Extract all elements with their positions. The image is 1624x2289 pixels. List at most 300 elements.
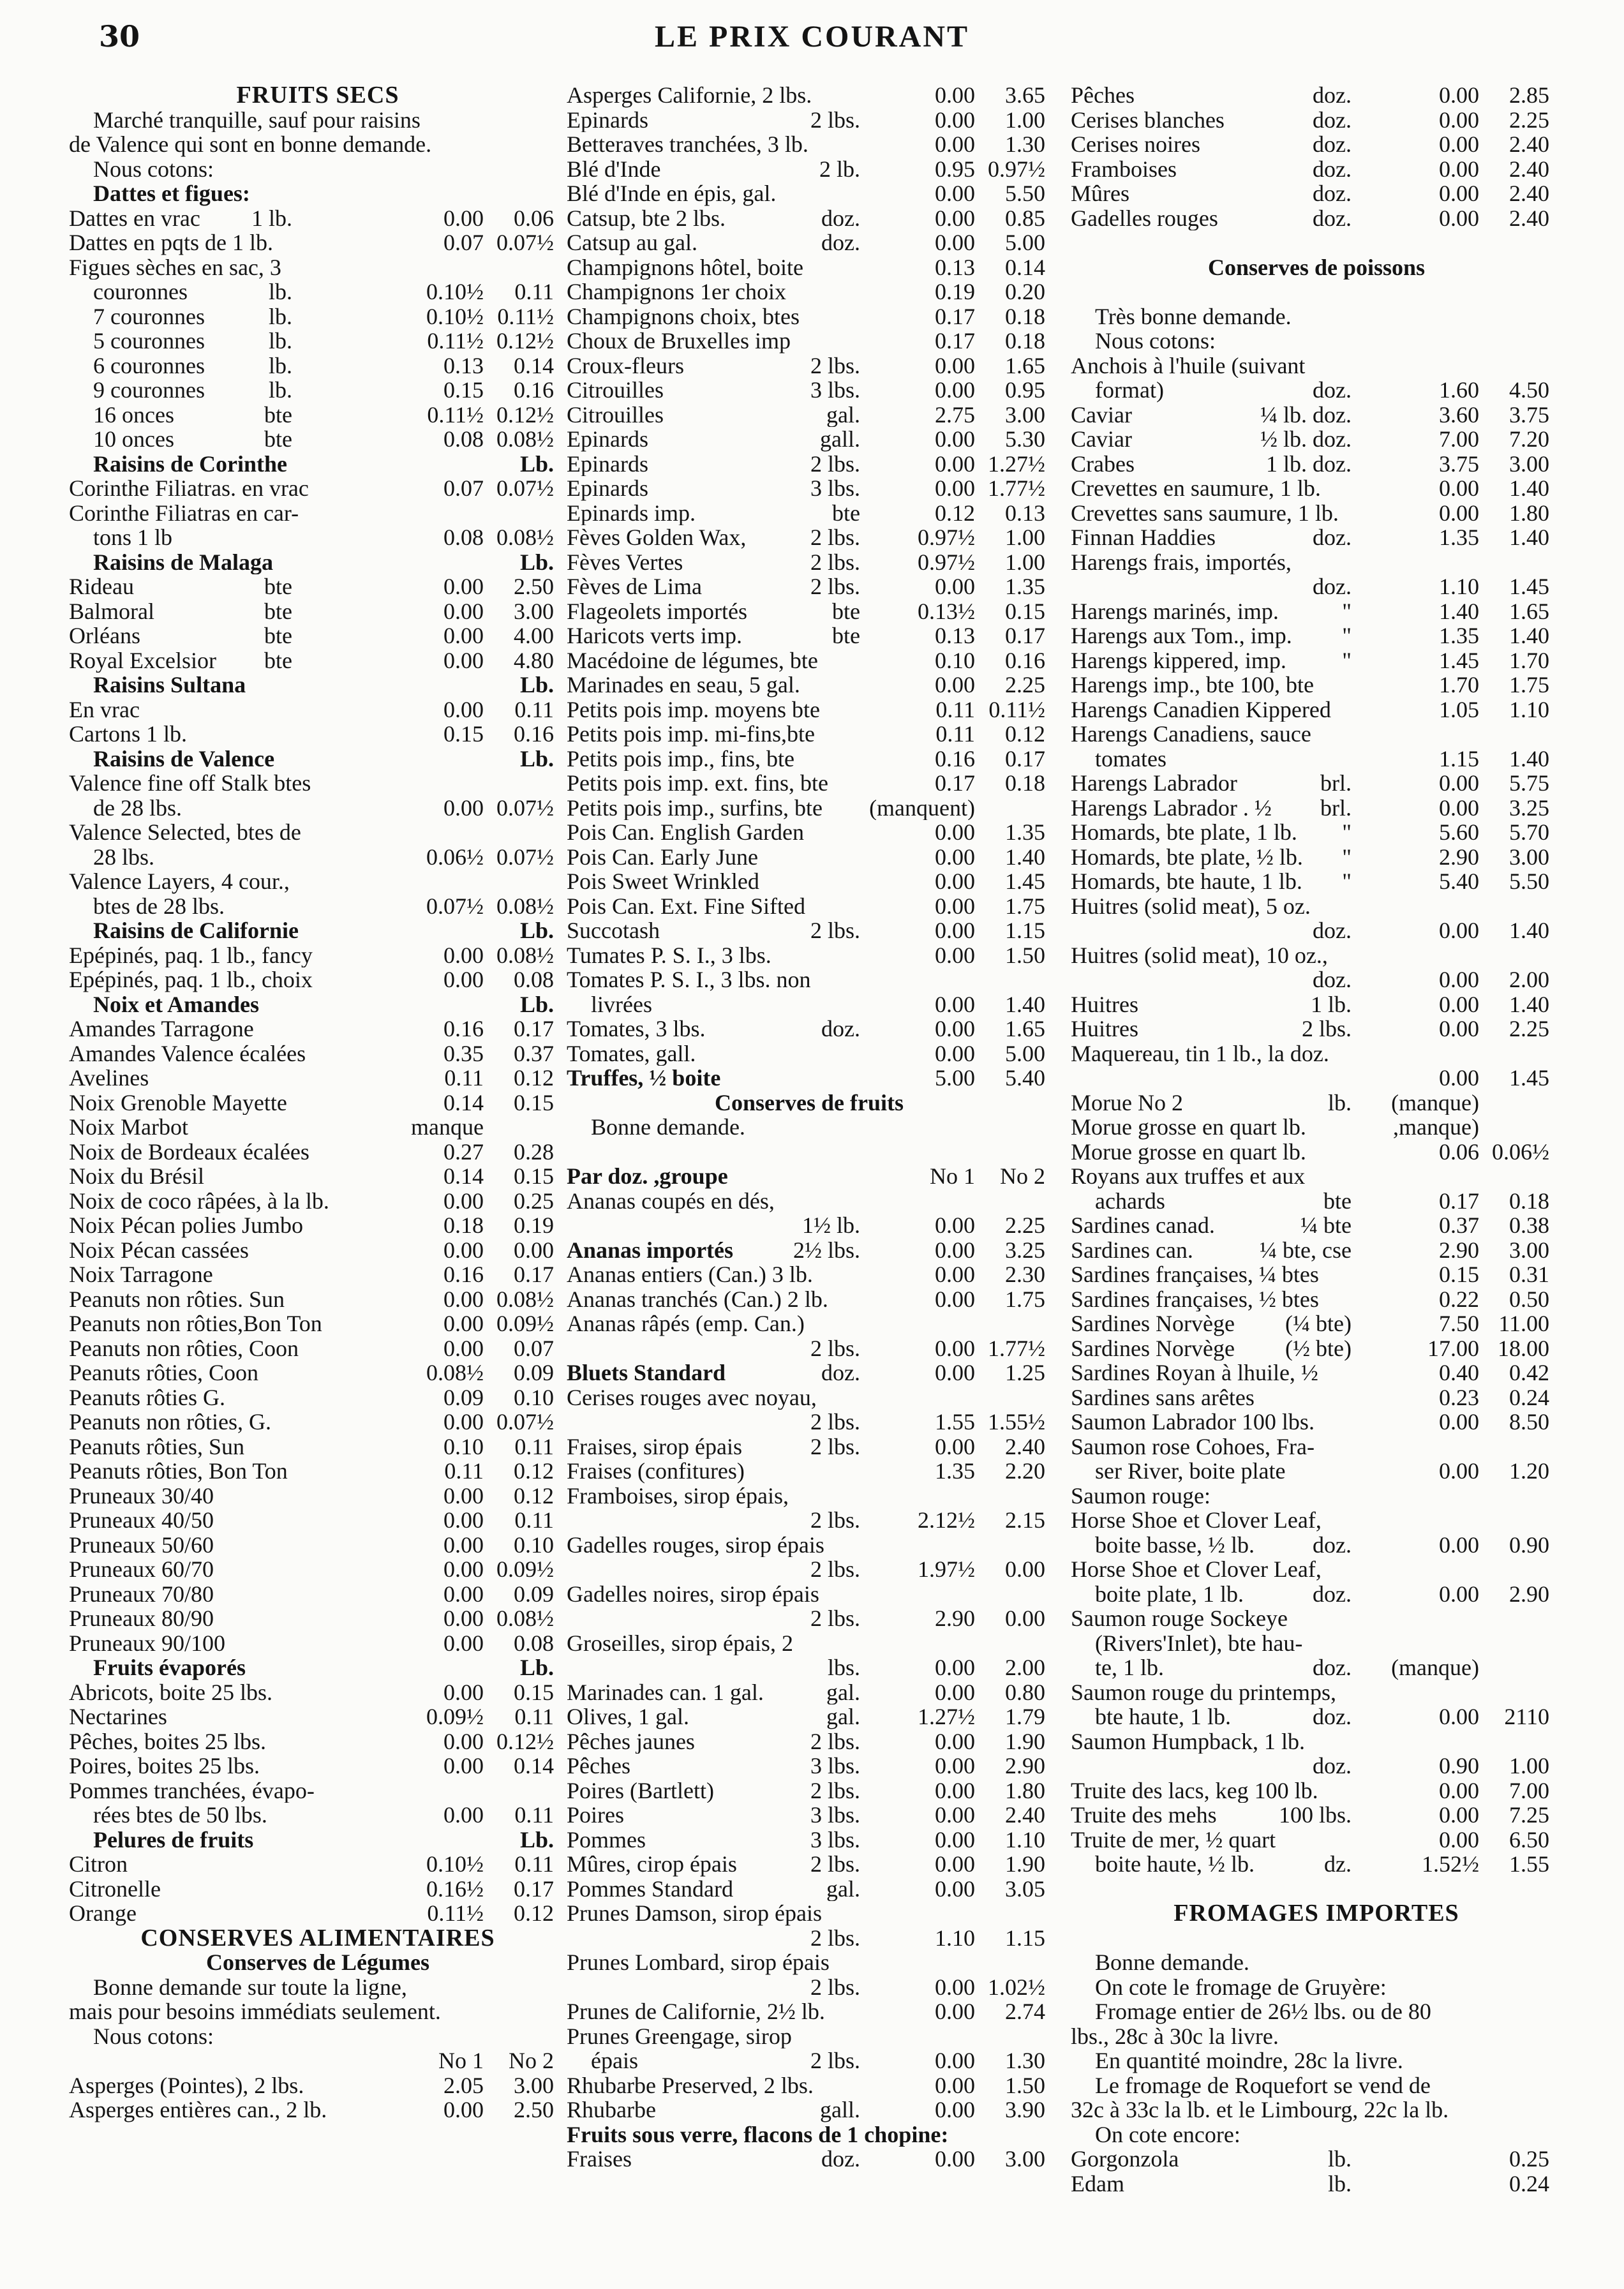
item-name: Pêches [1071, 83, 1135, 108]
price-row [69, 2048, 567, 2073]
item-name: Ananas tranchés (Can.) 2 lb. [567, 1286, 828, 1311]
price-row [69, 427, 567, 452]
price-high: 1.90 [1005, 1729, 1045, 1754]
price-high: 0.12 [514, 1066, 554, 1091]
item-name: Fraises (confitures) [567, 1459, 745, 1484]
subsection-heading: Conserves de Légumes [206, 1950, 429, 1975]
price-low: 0.00 [443, 1729, 484, 1754]
item-name: Truffes, ½ boite [567, 1066, 721, 1091]
price-low: 0.97½ [918, 525, 975, 550]
text-line: Prunes Greengage, sirop [567, 2024, 792, 2048]
price-row [69, 648, 567, 673]
item-name: Truite de mer, ½ quart [1071, 1827, 1276, 1852]
price-high: 1.35 [1005, 574, 1045, 599]
price-low: 0.00 [443, 1680, 484, 1704]
price-low: 1.40 [1439, 599, 1479, 623]
price-row [69, 1385, 567, 1410]
price-low: 0.00 [1439, 1459, 1479, 1484]
price-high: 2.30 [1005, 1262, 1045, 1287]
price-high: 1.75 [1509, 673, 1549, 697]
price-row [1071, 1287, 1562, 1312]
price-high: 1.40 [1509, 918, 1549, 943]
price-high: 2.20 [1005, 1459, 1045, 1484]
item-name: rées btes de 50 lbs. [93, 1803, 267, 1828]
price-high: 0.18 [1005, 771, 1045, 796]
price-high: 1.40 [1005, 844, 1045, 869]
price-high: 1.77½ [988, 1336, 1045, 1361]
price-high: 1.55 [1509, 1852, 1549, 1877]
price-low: 0.08 [443, 427, 484, 452]
price-low: 0.00 [443, 648, 484, 673]
price-low: 0.00 [935, 2098, 975, 2122]
price-high: 2.40 [1005, 1434, 1045, 1459]
price-row [1071, 747, 1562, 772]
price-row [567, 550, 1052, 575]
price-row [1071, 1189, 1562, 1214]
price-row [567, 1213, 1052, 1238]
price-row [567, 403, 1052, 428]
item-name: Orange [69, 1901, 137, 1926]
price-low: 0.00 [935, 2073, 975, 2098]
price-row [69, 796, 567, 821]
price-low: 5.40 [1439, 869, 1479, 894]
item-name: Olives, 1 gal. [567, 1704, 689, 1729]
item-unit: 1 lb. [251, 205, 292, 230]
item-name: Citronelle [69, 1876, 161, 1901]
price-high: 1.55½ [988, 1410, 1045, 1435]
price-high: 0.14 [514, 353, 554, 378]
item-name: Blé d'Inde [567, 156, 661, 181]
price-low: 0.00 [1439, 1827, 1479, 1852]
item-name: Petits pois imp. mi-fins,bte [567, 722, 816, 747]
price-low: 0.07½ [426, 893, 484, 918]
price-row [69, 1164, 567, 1189]
price-row [567, 157, 1052, 182]
price-high: 0.09 [514, 1361, 554, 1385]
price-high: 0.11 [514, 280, 554, 304]
item-name: Crabes [1071, 451, 1135, 476]
price-high: 0.17 [1005, 746, 1045, 771]
item-unit: doz. [821, 2147, 860, 2172]
price-high: 1.50 [1005, 2073, 1045, 2098]
price-high: 0.10 [514, 1385, 554, 1410]
price-row [567, 796, 1052, 821]
price-row [1071, 992, 1562, 1017]
item-name: Epinards [567, 476, 648, 501]
item-name: Pêches jaunes [567, 1729, 695, 1754]
price-row [567, 280, 1052, 304]
item-name: Harengs aux Tom., imp. [1071, 623, 1292, 648]
price-row [69, 304, 567, 329]
price-low: 0.00 [1439, 156, 1479, 181]
item-unit: bte [264, 427, 292, 452]
price-low: 0.13 [443, 353, 484, 378]
price-low: 0.00 [1439, 132, 1479, 157]
price-high: 0.14 [514, 1754, 554, 1778]
price-row [567, 943, 1052, 968]
item-name: Peanuts rôties G. [69, 1385, 225, 1410]
item-unit: ¼ lb. doz. [1260, 402, 1352, 427]
item-unit: bte [264, 574, 292, 599]
item-name: Truite des lacs, keg 100 lb. [1071, 1778, 1318, 1803]
price-row [567, 1557, 1052, 1582]
item-name: Noix de coco râpées, à la lb. [69, 1188, 329, 1213]
paragraph-line: Fromage entier de 26½ lbs. ou de 80 [1095, 1999, 1431, 2024]
price-low: 0.00 [443, 1188, 484, 1213]
price-low: 0.40 [1439, 1361, 1479, 1385]
text-line: Groseilles, sirop épais, 2 [567, 1630, 793, 1655]
item-unit: doz. [1313, 1754, 1352, 1778]
price-low: 0.00 [935, 1262, 975, 1287]
price-row [567, 992, 1052, 1017]
paragraph-line: Nous cotons: [93, 2024, 214, 2048]
item-name: couronnes [93, 280, 188, 304]
price-high: 1.65 [1005, 1017, 1045, 1041]
price-row [567, 230, 1052, 255]
item-unit: gal. [826, 1680, 860, 1704]
text-line: 32c à 33c la lb. et le Limbourg, 22c la lb. [1071, 2098, 1449, 2122]
text-line: Saumon rose Cohoes, Fra- [1071, 1434, 1315, 1459]
text-line: Valence Selected, btes de [69, 820, 301, 845]
item-name: Saumon Labrador 100 lbs. [1071, 1410, 1315, 1435]
price-high: 0.09½ [496, 1311, 554, 1336]
price-low: 0.00 [935, 1361, 975, 1385]
item-name: Dattes en pqts de 1 lb. [69, 230, 273, 255]
category-heading: Dattes et figues: [93, 181, 250, 206]
price-row [69, 1435, 567, 1459]
price-row [567, 722, 1052, 747]
item-unit: lb. [268, 280, 292, 304]
price-high: 3.65 [1005, 83, 1045, 108]
item-name: Pommes [567, 1827, 646, 1852]
price-row [69, 1533, 567, 1558]
price-high: 0.06 [514, 205, 554, 230]
price-high: 1.79 [1005, 1704, 1045, 1729]
item-name: Noix Pécan polies Jumbo [69, 1213, 303, 1238]
subsection-heading: Conserves de poissons [1207, 255, 1426, 280]
price-low: 0.00 [935, 1213, 975, 1238]
price-high: 1.00 [1005, 549, 1045, 574]
price-low: 1.27½ [918, 1704, 975, 1729]
price-row [1071, 967, 1562, 992]
price-row [567, 1704, 1052, 1729]
item-unit: bte [264, 648, 292, 673]
item-unit: 2 lbs. [810, 1434, 860, 1459]
price-high: 0.11 [514, 1508, 554, 1533]
price-row [69, 894, 567, 919]
price-row [69, 1361, 567, 1385]
price-high: 5.70 [1509, 820, 1549, 845]
price-low: 0.00 [443, 967, 484, 992]
price-low: 0.22 [1439, 1286, 1479, 1311]
item-unit: 2 lbs. [810, 525, 860, 550]
price-row [567, 1655, 1052, 1680]
item-unit: doz. [1313, 525, 1352, 550]
text-line: Ananas râpés (emp. Can.) [567, 1311, 805, 1336]
price-low: 0.00 [935, 1999, 975, 2024]
item-name: Harengs marinés, imp. [1071, 599, 1279, 623]
price-high: 3.00 [514, 599, 554, 623]
item-name: te, 1 lb. [1095, 1655, 1164, 1680]
price-low: 0.00 [935, 230, 975, 255]
price-row [1071, 452, 1562, 477]
price-low: 0.00 [443, 599, 484, 623]
price-row [1071, 525, 1562, 550]
price-row [69, 1041, 567, 1066]
price-high: 0.00 [1005, 1606, 1045, 1631]
item-unit: doz. [1313, 967, 1352, 992]
item-unit: doz. [1313, 107, 1352, 132]
price-row [567, 427, 1052, 452]
price-low: 3.75 [1439, 451, 1479, 476]
price-low: 0.11 [444, 1066, 484, 1091]
column-2 [567, 83, 1052, 2172]
price-high: 2.50 [514, 574, 554, 599]
price-row [1071, 820, 1562, 845]
price-high: 3.05 [1005, 1876, 1045, 1901]
price-high: 1.45 [1509, 574, 1549, 599]
price-low: 1.10 [935, 1925, 975, 1950]
price-row [1071, 1852, 1562, 1877]
price-row [1071, 501, 1562, 526]
item-unit: 2 lbs. [810, 451, 860, 476]
price-row [69, 599, 567, 624]
item-name: Peanuts non rôties,Bon Ton [69, 1311, 322, 1336]
price-low: 0.35 [443, 1041, 484, 1066]
item-name: Pruneaux 30/40 [69, 1483, 214, 1508]
item-unit: bte [832, 623, 860, 648]
price-low: 2.12½ [918, 1508, 975, 1533]
price-low: 0.00 [935, 1041, 975, 1066]
price-row [567, 525, 1052, 550]
item-unit: brl. [1320, 795, 1352, 820]
item-unit: doz. [1313, 918, 1352, 943]
item-name: Peanuts non rôties, Coon [69, 1336, 299, 1361]
price-low: 1.35 [1439, 623, 1479, 648]
item-unit: (¼ bte) [1285, 1311, 1352, 1336]
item-name: Blé d'Inde en épis, gal. [567, 181, 777, 206]
item-unit: bte [264, 402, 292, 427]
price-row [69, 1852, 567, 1877]
price-high: 1.50 [1005, 943, 1045, 967]
price-low: 2.90 [1439, 1237, 1479, 1262]
price-high: 7.25 [1509, 1803, 1549, 1828]
price-high: 0.07½ [496, 1410, 554, 1435]
item-name: Pois Can. Ext. Fine Sifted [567, 893, 806, 918]
item-name: Noix de Bordeaux écalées [69, 1139, 309, 1164]
price-row [69, 1606, 567, 1631]
price-high: 0.17 [1005, 623, 1045, 648]
price-low: 7.50 [1439, 1311, 1479, 1336]
item-name: Sardines françaises, ½ btes [1071, 1286, 1319, 1311]
price-low: (manquent) [869, 795, 975, 820]
price-low: 0.16 [443, 1017, 484, 1041]
item-name: Finnan Haddies [1071, 525, 1216, 550]
price-high: 2.00 [1509, 967, 1549, 992]
price-row [69, 1066, 567, 1091]
item-name: Pêches [567, 1754, 630, 1778]
item-unit: doz. [1313, 205, 1352, 230]
item-name: Poires, boites 25 lbs. [69, 1754, 260, 1778]
price-row [1071, 845, 1562, 870]
unit-label: Lb. [519, 673, 554, 697]
price-low: 0.10½ [426, 304, 484, 329]
item-unit: 2 lbs. [810, 1557, 860, 1582]
item-unit: 2 lbs. [810, 549, 860, 574]
item-name: Noix Grenoble Mayette [69, 1090, 287, 1115]
text-line: Saumon rouge du printemps, [1071, 1680, 1336, 1704]
item-name: Pommes Standard [567, 1876, 733, 1901]
price-high: 2.40 [1509, 156, 1549, 181]
price-low: 0.16 [443, 1262, 484, 1287]
item-unit: " [1342, 869, 1352, 894]
price-high: 1.80 [1005, 1778, 1045, 1803]
item-name: Betteraves tranchées, 3 lb. [567, 132, 808, 157]
item-unit: bte [832, 500, 860, 525]
item-name: Dattes en vrac [69, 205, 200, 230]
price-low: 0.95 [935, 156, 975, 181]
price-high: 5.00 [1005, 1041, 1045, 1066]
price-low: 0.00 [1439, 771, 1479, 796]
price-row [567, 255, 1052, 280]
price-high: 0.31 [1509, 1262, 1549, 1287]
price-row [567, 894, 1052, 919]
price-row [567, 599, 1052, 624]
price-row [69, 1262, 567, 1287]
price-high: 0.37 [514, 1041, 554, 1066]
item-name: Gadelles rouges [1071, 205, 1218, 230]
text-line: Harengs frais, importés, [1071, 549, 1292, 574]
item-name: Epépinés, paq. 1 lb., fancy [69, 943, 313, 967]
item-name: Champignons hôtel, boite [567, 255, 803, 280]
item-unit: 2 lbs. [810, 1336, 860, 1361]
price-low: 1.05 [1439, 697, 1479, 722]
price-low: 0.06 [1439, 1139, 1479, 1164]
item-name: Peanuts rôties, Coon [69, 1361, 258, 1385]
paragraph-line: On cote le fromage de Gruyère: [1095, 1974, 1387, 1999]
price-high: 3.25 [1005, 1237, 1045, 1262]
unit-label: Lb. [519, 1827, 554, 1852]
item-name: Huitres [1071, 992, 1138, 1017]
column-1 [69, 83, 567, 2122]
price-low: 0.00 [1439, 1704, 1479, 1729]
price-row [567, 206, 1052, 231]
text-line: Harengs Canadiens, sauce [1071, 722, 1311, 747]
text-line: Royans aux truffes et aux [1071, 1164, 1306, 1189]
category-label: Raisins Sultana [93, 673, 246, 697]
price-row [567, 1680, 1052, 1705]
category-heading [69, 1655, 567, 1680]
item-name: 7 couronnes [93, 304, 205, 329]
item-name: Poires [567, 1803, 624, 1828]
text-line: Ananas coupés en dés, [567, 1188, 775, 1213]
price-row [1071, 83, 1562, 108]
price-low: 0.11 [935, 697, 975, 722]
item-unit: gal. [826, 402, 860, 427]
price-row [1071, 869, 1562, 894]
price-row [69, 1901, 567, 1926]
item-name: Asperges entières can., 2 lb. [69, 2098, 327, 2122]
price-row [567, 1017, 1052, 1041]
item-name: Peanuts rôties, Bon Ton [69, 1459, 288, 1484]
item-name: Champignons 1er choix [567, 280, 786, 304]
item-name: bte haute, 1 lb. [1095, 1704, 1231, 1729]
item-name: Marinades en seau, 5 gal. [567, 673, 800, 697]
item-name: Amandes Tarragone [69, 1017, 254, 1041]
price-row [567, 181, 1052, 206]
price-row [69, 230, 567, 255]
price-low: manque [411, 1115, 484, 1140]
price-low: 0.00 [935, 427, 975, 452]
item-unit: doz. [1313, 1532, 1352, 1557]
price-row [69, 1877, 567, 1902]
price-row [1071, 1385, 1562, 1410]
price-high: 1.40 [1005, 992, 1045, 1017]
item-name: Petits pois imp., surfins, bte [567, 795, 823, 820]
price-low: 0.07 [443, 476, 484, 501]
price-row [567, 1999, 1052, 2024]
price-high: 0.00 [1005, 1557, 1045, 1582]
price-high: 2.25 [1509, 107, 1549, 132]
price-row [1071, 108, 1562, 133]
price-high: 0.13 [1005, 500, 1045, 525]
item-unit: gal. [826, 1704, 860, 1729]
price-row [567, 1828, 1052, 1853]
item-name: Ananas entiers (Can.) 3 lb. [567, 1262, 813, 1287]
price-high: 5.30 [1005, 427, 1045, 452]
price-row [567, 1410, 1052, 1435]
price-low: 0.00 [935, 1778, 975, 1803]
text-line: Gadelles noires, sirop épais [567, 1581, 819, 1606]
item-name: Succotash [567, 918, 660, 943]
item-name: Noix Pécan cassées [69, 1237, 249, 1262]
item-name: Edam [1071, 2171, 1124, 2196]
price-high: 0.15 [514, 1090, 554, 1115]
category-label: Raisins de Corinthe [93, 451, 288, 476]
price-high: 0.11 [514, 1434, 554, 1459]
price-high: 1.20 [1509, 1459, 1549, 1484]
price-high: 2.90 [1509, 1581, 1549, 1606]
price-row [69, 845, 567, 870]
item-name: achards [1095, 1188, 1165, 1213]
price-row [1071, 574, 1562, 599]
price-low: 0.00 [935, 820, 975, 845]
price-row [1071, 796, 1562, 821]
item-unit: lb. [268, 304, 292, 329]
price-row [69, 943, 567, 968]
price-high: 0.11 [514, 1852, 554, 1877]
text-line: Maquereau, tin 1 lb., la doz. [1071, 1041, 1329, 1066]
price-high: 3.00 [1509, 1237, 1549, 1262]
price-high: 1.45 [1509, 1066, 1549, 1091]
price-row [1071, 1754, 1562, 1778]
item-name: Ananas importés [567, 1237, 734, 1262]
text-line: Pommes tranchées, évapo- [69, 1778, 315, 1803]
item-name: Morue grosse en quart lb. [1071, 1139, 1306, 1164]
price-row [567, 1729, 1052, 1754]
item-name: Huitres [1071, 1017, 1138, 1041]
category-heading [69, 452, 567, 477]
price-row [69, 476, 567, 501]
price-row [1071, 1311, 1562, 1336]
price-low: 1.60 [1439, 378, 1479, 403]
price-high: 0.50 [1509, 1286, 1549, 1311]
price-low: 0.00 [1439, 205, 1479, 230]
price-row [567, 378, 1052, 403]
price-high: 0.14 [1005, 255, 1045, 280]
item-name: Pruneaux 90/100 [69, 1630, 225, 1655]
price-low: 0.27 [443, 1139, 484, 1164]
